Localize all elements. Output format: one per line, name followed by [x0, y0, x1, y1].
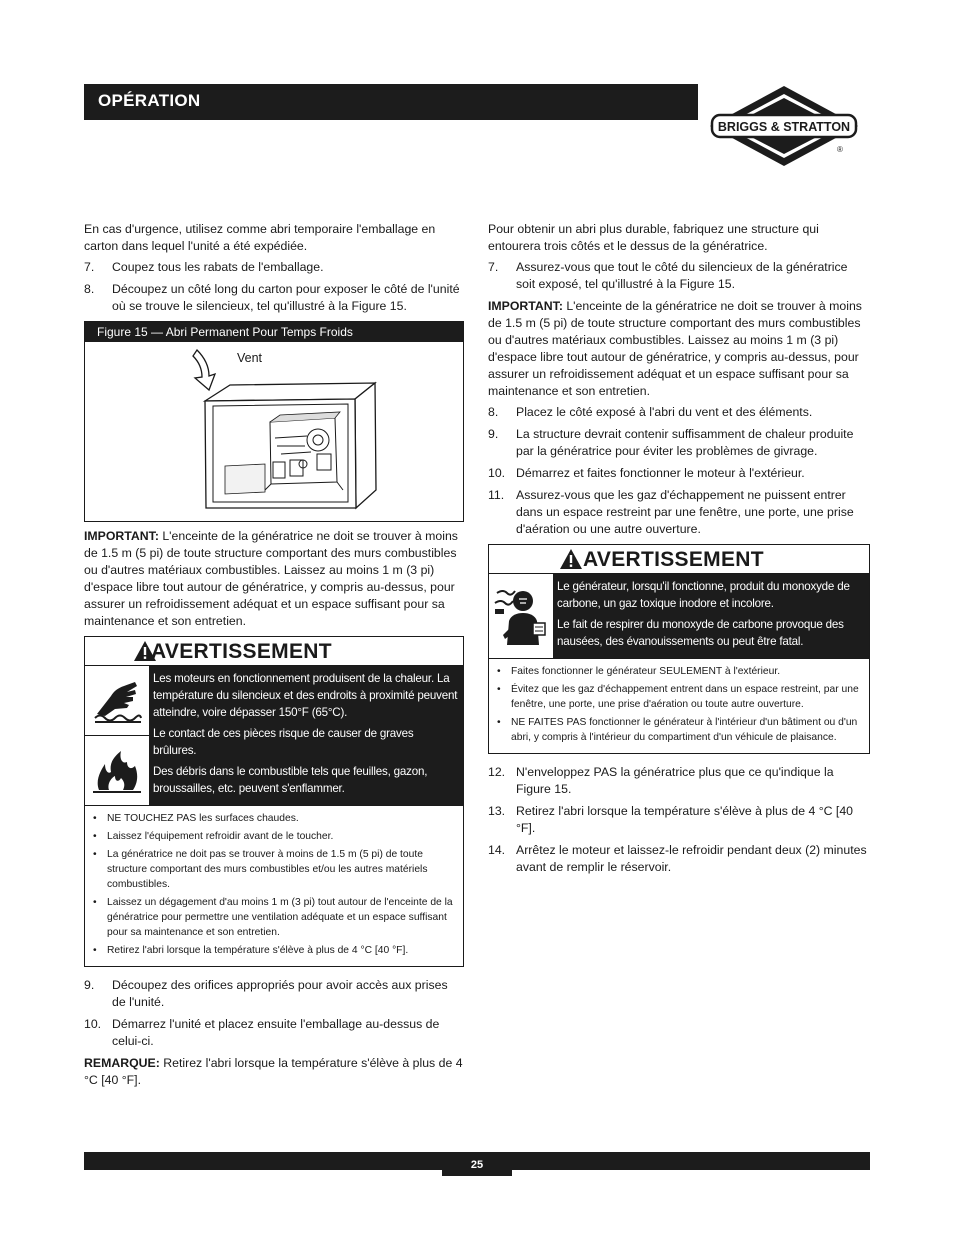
right-step-10 — [488, 465, 870, 482]
toxic-gas-icon — [489, 574, 553, 658]
remarque-note — [84, 1055, 464, 1089]
warning-dark-panel — [553, 574, 869, 658]
warning-bullet-list — [85, 805, 463, 966]
briggs-stratton-logo — [706, 84, 862, 170]
step-text: Retirez l'abri lorsque la température s'élève à plus de 4 °C [40 °F]. — [516, 804, 854, 835]
step-number: 10. — [84, 1017, 102, 1031]
warning-message-rows — [85, 665, 463, 805]
step-text: N'enveloppez PAS la génératrice plus que ce qu'indique la Figure 15. — [516, 765, 834, 796]
warning-message-rows — [489, 573, 869, 658]
figure-caption: Figure 15 — Abri Permanent Pour Temps Froids — [85, 322, 463, 342]
step-text: Démarrez l'unité et placez ensuite l'emballage au-dessus de celui-ci. — [112, 1017, 440, 1048]
step-number: 9. — [84, 978, 95, 992]
left-column — [84, 221, 464, 1093]
step-number: 9. — [488, 427, 499, 441]
step-number: 13. — [488, 804, 506, 818]
warning-title: AVERTISSEMENT — [151, 639, 332, 663]
shelter-illustration — [85, 342, 465, 521]
warning-bullet-list — [489, 658, 869, 753]
right-important-note — [488, 298, 870, 400]
left-step-8 — [84, 281, 464, 315]
warning-icons — [85, 666, 149, 805]
right-step-9 — [488, 426, 870, 460]
left-step-9 — [84, 977, 464, 1011]
figure-15 — [84, 321, 464, 522]
step-number: 7. — [84, 260, 95, 274]
fire-icon — [85, 736, 149, 805]
right-step-14 — [488, 842, 870, 876]
co-warning-box — [488, 544, 870, 754]
step-number: 12. — [488, 765, 506, 779]
warning-line-2: Le fait de respirer du monoxyde de carbone provoque des nausées, des évanouissements ou peut être fatal. — [557, 618, 844, 648]
vent-label: Vent — [237, 351, 263, 365]
warning-triangle-icon — [559, 548, 583, 570]
warning-line-1: Les moteurs en fonctionnement produisent de la chaleur. La température du silencieux et des endroits à proximité peuvent atteindre, voire dépasser 150°F (65°C). — [153, 672, 458, 719]
step-text: Arrêtez le moteur et laissez-le refroidir pendant deux (2) minutes avant de remplir le réservoir. — [516, 843, 867, 874]
page-number: 25 — [442, 1152, 512, 1176]
right-step-12 — [488, 764, 870, 798]
important-label: IMPORTANT: — [84, 529, 159, 543]
step-number: 7. — [488, 260, 499, 274]
step-text: Découpez un côté long du carton pour exposer le côté de l'unité où se trouve le silencieux, tel qu'illustré à la Figure 15. — [112, 282, 460, 313]
remarque-label: REMARQUE: — [84, 1056, 160, 1070]
logo-text: BRIGGS & STRATTON — [717, 120, 851, 134]
warning-line-3: Des débris dans le combustible tels que feuilles, gazon, broussailles, etc. peuvent s'enflammer. — [153, 765, 428, 795]
warning-dark-panel — [149, 666, 463, 805]
warning-title-row — [489, 545, 869, 573]
left-step-10 — [84, 1016, 464, 1050]
step-number: 10. — [488, 466, 506, 480]
left-important-note — [84, 528, 464, 630]
list-item: • Faites fonctionner le générateur SEULEMENT à l'extérieur. — [497, 666, 781, 677]
step-text: Coupez tous les rabats de l'emballage. — [112, 260, 324, 274]
step-text: La structure devrait contenir suffisamment de chaleur produite par la génératrice pour éviter les problèmes de givrage. — [516, 427, 854, 458]
right-step-11 — [488, 487, 870, 538]
list-item: • Évitez que les gaz d'échappement entrent dans un espace restreint, par une fenêtre, une porte, une prise d'aération ou toute autre ouverture. — [497, 684, 859, 710]
left-intro: En cas d'urgence, utilisez comme abri temporaire l'emballage en carton dans lequel l'unité a été expédiée. — [84, 222, 436, 253]
step-number: 8. — [488, 405, 499, 419]
important-text: L'enceinte de la génératrice ne doit se trouver à moins de 1.5 m (5 pi) de toute structure comportant des murs combustibles ou d'autres matériaux combustibles. Laissez au moins 1 m (3 pi) d'espace libre tout autour de génératrice, y compris au-dessus, pour assurer un refroidissement adéquat et un espace suffisant pour sa maintenance et son entretien. — [84, 529, 458, 628]
warning-title-row — [85, 637, 463, 665]
list-item: • NE FAITES PAS fonctionner le générateur à l'intérieur d'un bâtiment ou d'un abri, y compris à l'intérieur du compartiment d'un véhicule de plaisance. — [497, 717, 858, 743]
list-item: • La génératrice ne doit pas se trouver à moins de 1.5 m (5 pi) de toute structure comportant des murs combustibles et/ou les autres matériels combustibles. — [93, 849, 428, 890]
registered-mark: ® — [837, 145, 843, 154]
step-number: 8. — [84, 282, 95, 296]
section-title: OPÉRATION — [98, 91, 201, 110]
step-text: Découpez des orifices appropriés pour avoir accès aux prises de l'unité. — [112, 978, 448, 1009]
right-step-13 — [488, 803, 870, 837]
list-item: • Retirez l'abri lorsque la température s'élève à plus de 4 °C [40 °F]. — [93, 945, 409, 956]
step-text: Assurez-vous que les gaz d'échappement ne puissent entrer dans un espace restreint par une fenêtre, une porte, une prise d'aération ou une autre ouverture. — [516, 488, 854, 536]
heat-warning-box — [84, 636, 464, 967]
right-step-7 — [488, 259, 870, 293]
right-column — [488, 221, 870, 881]
left-step-7 — [84, 259, 464, 276]
step-text: Assurez-vous que tout le côté du silencieux de la génératrice soit exposé, tel qu'illustré à la Figure 15. — [516, 260, 848, 291]
list-item: • Laissez l'équipement refroidir avant de le toucher. — [93, 831, 334, 842]
warning-line-2: Le contact de ces pièces risque de causer de graves brûlures. — [153, 727, 414, 757]
important-label: IMPORTANT: — [488, 299, 563, 313]
warning-title: AVERTISSEMENT — [583, 547, 764, 571]
remarque-text: Retirez l'abri lorsque la température s'élève à plus de 4 °C [40 °F]. — [84, 1056, 463, 1087]
right-intro: Pour obtenir un abri plus durable, fabriquez une structure qui entourera trois côtés et le dessus de la génératrice. — [488, 222, 819, 253]
step-number: 14. — [488, 843, 506, 857]
list-item: • NE TOUCHEZ PAS les surfaces chaudes. — [93, 813, 299, 824]
right-step-8 — [488, 404, 870, 421]
wind-arrow-icon — [193, 350, 215, 390]
hot-surface-icon — [85, 666, 149, 736]
list-item: • Laissez un dégagement d'au moins 1 m (3 pi) tout autour de l'enceinte de la génératrice pour permettre une ventilation adéquate et un espace suffisant pour sa maintenance et son entretien. — [93, 897, 453, 938]
step-text: Placez le côté exposé à l'abri du vent et des éléments. — [516, 405, 813, 419]
section-header-bar — [84, 84, 698, 120]
warning-triangle-icon — [133, 640, 157, 662]
step-number: 11. — [488, 488, 505, 502]
step-text: Démarrez et faites fonctionner le moteur à l'extérieur. — [516, 466, 805, 480]
warning-line-1: Le générateur, lorsqu'il fonctionne, produit du monoxyde de carbone, un gaz toxique inodore et incolore. — [557, 580, 850, 610]
warning-icons — [489, 574, 553, 658]
important-text: L'enceinte de la génératrice ne doit se trouver à moins de 1.5 m (5 pi) de toute structure comportant des murs combustibles ou d'autres matériaux combustibles. Laissez au moins 1 m (3 pi) d'espace libre tout autour de génératrice, y compris au-dessus, pour assurer un refroidissement adéquat et un espace suffisant pour sa maintenance et son entretien. — [488, 299, 862, 398]
